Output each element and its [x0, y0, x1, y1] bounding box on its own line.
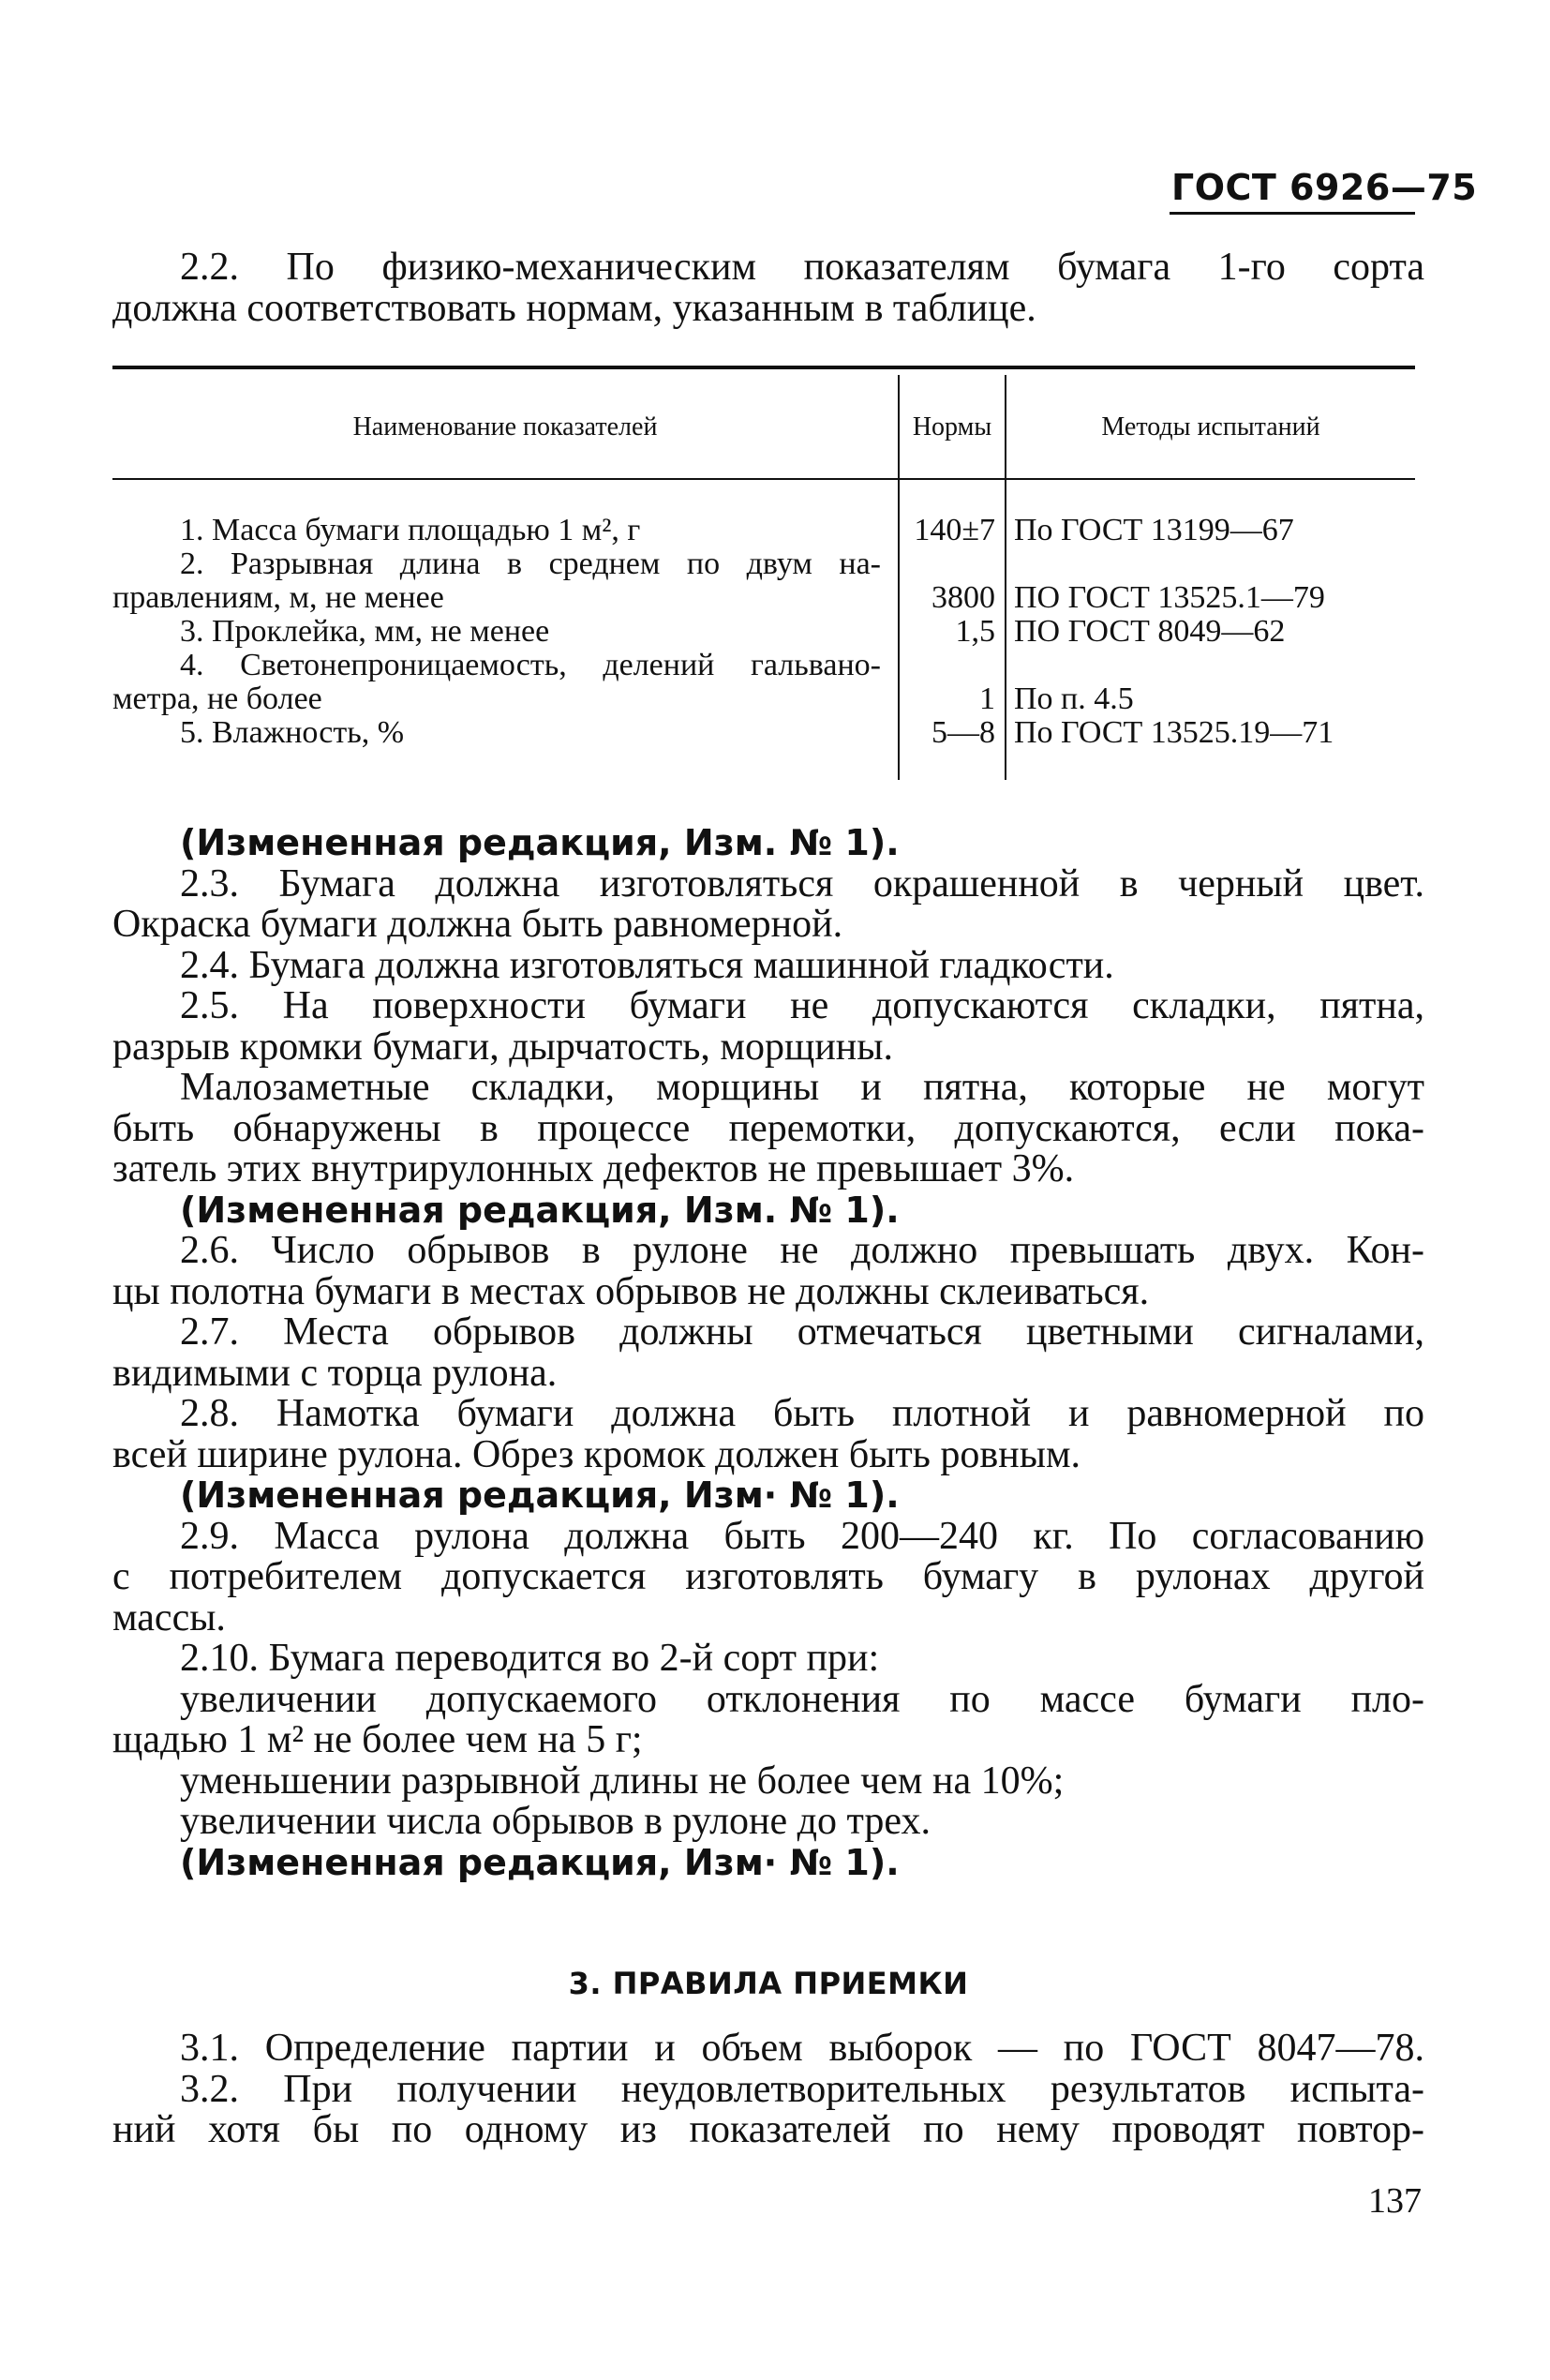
text-line: 2.6. Число обрывов в рулоне не должно превышать двух. Кон-	[180, 1229, 1424, 1272]
amendment-note: (Измененная редакция, Изм· № 1).	[180, 1841, 900, 1883]
table-cell: По п. 4.5	[1014, 681, 1134, 716]
text-line: видимыми с торца рулона.	[112, 1351, 558, 1395]
table-cell: метра, не более	[112, 681, 322, 716]
amendment-note: (Измененная редакция, Изм. № 1).	[180, 1189, 900, 1231]
text-line: ний хотя бы по одному из показателей по нему проводят повтор-	[112, 2108, 1424, 2151]
table-cell: 140±7	[914, 513, 995, 547]
text-line: 2.2. По физико-механическим показателям бумага 1-го сорта	[180, 246, 1424, 289]
text-line: 2.5. На поверхности бумаги не допускаются складки, пятна,	[180, 984, 1424, 1027]
header-underline	[1170, 212, 1415, 215]
table-cell: 5. Влажность, %	[180, 715, 405, 750]
text-line: Малозаметные складки, морщины и пятна, которые не могут	[180, 1066, 1424, 1109]
table-cell: 3. Проклейка, мм, не менее	[180, 614, 550, 649]
table-cell	[900, 649, 995, 682]
text-line: 3.2. При получении неудовлетворительных результатов испыта-	[180, 2067, 1424, 2111]
table-cell: 3800	[931, 580, 995, 615]
table-cell: 4. Светонепроницаемость, делений гальвано-	[180, 648, 881, 682]
section-title: 3. ПРАВИЛА ПРИЕМКИ	[568, 1966, 969, 2001]
text-line: затель этих внутрирулонных дефектов не превышает 3%.	[112, 1147, 1075, 1190]
table-cell: 1. Масса бумаги площадью 1 м², г	[180, 513, 641, 547]
table-header-indicators: Наименование показателей	[352, 412, 658, 442]
table-cell: 5—8	[931, 715, 995, 750]
text-line: массы.	[112, 1595, 226, 1639]
table-cell: По ГОСТ 13199—67	[1014, 513, 1294, 547]
table-cell: 1,5	[955, 614, 995, 649]
table-cell: ПО ГОСТ 13525.1—79	[1014, 580, 1325, 615]
text-line: 2.8. Намотка бумаги должна быть плотной и равномерной по	[180, 1392, 1424, 1435]
section-3-text	[112, 2028, 1424, 2151]
table-cell: ПО ГОСТ 8049—62	[1014, 614, 1286, 649]
page-number: 137	[1368, 2181, 1422, 2221]
table-top-rule	[112, 366, 1415, 369]
text-line: всей ширине рулона. Обрез кромок должен быть ровным.	[112, 1432, 1081, 1476]
text-line: 3.1. Определение партии и объем выборок — по ГОСТ 8047—78.	[180, 2027, 1424, 2070]
table-cell: 1	[979, 681, 995, 716]
table-cell: По ГОСТ 13525.19—71	[1014, 715, 1334, 750]
text-line: увеличении допускаемого отклонения по массе бумаги пло-	[180, 1677, 1424, 1721]
table-column-methods	[1014, 514, 1415, 750]
text-line: 2.4. Бумага должна изготовляться машинной гладкости.	[180, 943, 1114, 987]
amendment-note: (Измененная редакция, Изм· № 1).	[180, 1474, 900, 1516]
table-cell	[1014, 649, 1415, 682]
text-line: цы полотна бумаги в местах обрывов не должны склеиваться.	[112, 1269, 1150, 1313]
table-cell: правлениям, м, не менее	[112, 580, 444, 615]
text-line: с потребителем допускается изготовлять бумагу в рулонах другой	[112, 1555, 1424, 1598]
paragraph-2-2	[112, 247, 1424, 329]
text-line: 2.10. Бумага переводится во 2-й сорт при:	[180, 1637, 880, 1680]
text-line: Окраска бумаги должна быть равномерной.	[112, 903, 843, 946]
text-line: 2.7. Места обрывов должны отмечаться цветными сигналами,	[180, 1310, 1424, 1354]
table-cell	[900, 547, 995, 581]
table-column-norms	[900, 514, 995, 750]
text-line: разрыв кромки бумаги, дырчатость, морщины.	[112, 1025, 894, 1069]
text-line: быть обнаружены в процессе перемотки, допускаются, если пока-	[112, 1106, 1424, 1150]
text-line: увеличении числа обрывов в рулоне до трех.	[180, 1800, 931, 1843]
text-line: 2.3. Бумага должна изготовляться окрашенной в черный цвет.	[180, 861, 1424, 906]
text-line: 2.9. Масса рулона должна быть 200—240 кг. По согласованию	[180, 1514, 1424, 1558]
body-text	[112, 823, 1424, 1883]
table-column-indicators	[112, 514, 881, 750]
table-cell: 2. Разрывная длина в среднем по двум на-	[180, 546, 881, 581]
text-line: должна соответствовать нормам, указанным в таблице.	[112, 286, 1036, 330]
text-line: щадью 1 м² не более чем на 5 г;	[112, 1718, 643, 1761]
table-header-methods: Методы испытаний	[1101, 412, 1320, 442]
table-header-rule	[112, 478, 1415, 480]
amendment-note: (Измененная редакция, Изм. № 1).	[180, 822, 900, 863]
table-cell	[1014, 547, 1415, 581]
text-line: уменьшении разрывной длины не более чем на 10%;	[180, 1759, 1065, 1803]
document-code: ГОСТ 6926—75	[1171, 167, 1478, 208]
table-header-norms: Нормы	[912, 412, 992, 442]
